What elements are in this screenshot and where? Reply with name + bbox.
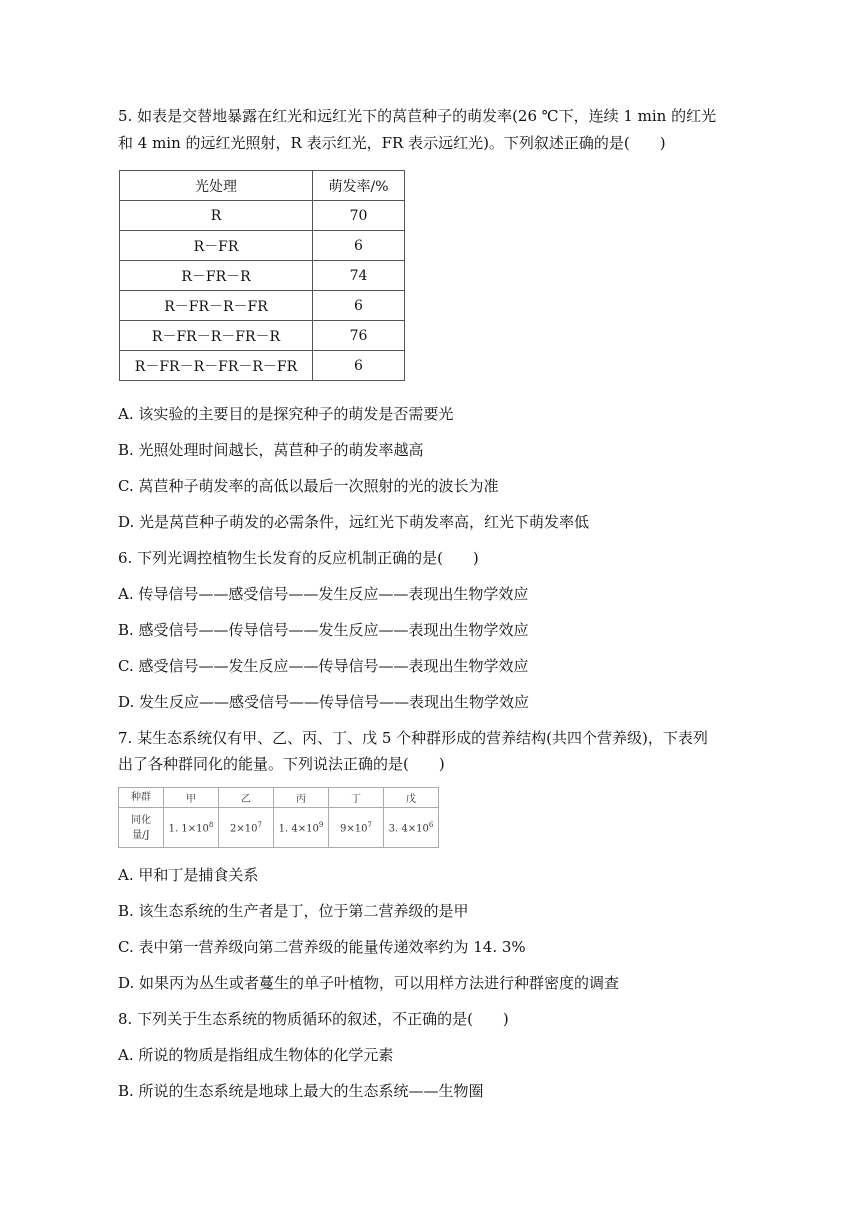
table-header-row [120, 171, 405, 201]
question-5-option-a: A. 该实验的主要目的是探究种子的萌发是否需要光 [118, 405, 454, 423]
question-7-option-b: B. 该生态系统的生产者是丁，位于第二营养级的是甲 [118, 902, 469, 920]
question-7-stem-line-2: 出了各种群同化的能量。下列说法正确的是( ) [118, 755, 445, 773]
header-population: 种群 [119, 788, 164, 808]
table-row [120, 201, 405, 231]
species-cell: 乙 [219, 788, 274, 808]
light-treatment-table [119, 170, 405, 381]
energy-base: 9×10 [340, 823, 368, 835]
question-7-option-d: D. 如果丙为丛生或者蔓生的单子叶植物，可以用样方法进行种群密度的调查 [118, 974, 620, 992]
question-5-option-c: C. 莴苣种子萌发率的高低以最后一次照射的光的波长为准 [118, 477, 499, 495]
rate-cell: 6 [313, 231, 405, 261]
energy-exponent: 7 [257, 820, 262, 829]
question-5-option-b: B. 光照处理时间越长，莴苣种子的萌发率越高 [118, 441, 424, 459]
treatment-cell: R－FR [120, 231, 313, 261]
question-5-stem-line-2: 和 4 min 的远红光照射，R 表示红光，FR 表示远红光)。下列叙述正确的是( ) [118, 134, 666, 152]
energy-base: 1. 4×10 [278, 823, 319, 835]
energy-exponent: 7 [367, 820, 372, 829]
question-6-option-d: D. 发生反应——感受信号——传导信号——表现出生物学效应 [118, 693, 530, 711]
table-header-row [119, 788, 439, 808]
header-assimilated-energy [119, 808, 164, 848]
table-row [120, 231, 405, 261]
question-8-stem: 8. 下列关于生态系统的物质循环的叙述，不正确的是( ) [118, 1010, 509, 1028]
question-7-stem-line-1: 7. 某生态系统仅有甲、乙、丙、丁、戊 5 个种群形成的营养结构(共四个营养级)，下表列 [118, 729, 708, 747]
energy-base: 3. 4×10 [388, 823, 429, 835]
table-row [120, 351, 405, 381]
rate-cell: 6 [313, 351, 405, 381]
question-6-option-b: B. 感受信号——传导信号——发生反应——表现出生物学效应 [118, 621, 529, 639]
question-8-option-a: A. 所说的物质是指组成生物体的化学元素 [118, 1046, 394, 1064]
energy-cell [384, 808, 439, 848]
energy-cell [219, 808, 274, 848]
question-6-option-c: C. 感受信号——发生反应——传导信号——表现出生物学效应 [118, 657, 529, 675]
species-cell: 丙 [274, 788, 329, 808]
energy-exponent: 8 [208, 820, 214, 829]
treatment-cell: R－FR－R－FR [120, 291, 313, 321]
question-6-stem: 6. 下列光调控植物生长发育的反应机制正确的是( ) [118, 549, 479, 567]
rate-cell: 70 [313, 201, 405, 231]
energy-cell [274, 808, 329, 848]
treatment-cell: R－FR－R [120, 261, 313, 291]
energy-cell [329, 808, 384, 848]
energy-base: 1. 1×10 [168, 823, 209, 835]
question-7-option-c: C. 表中第一营养级向第二营养级的能量传递效率约为 14. 3% [118, 938, 526, 956]
question-8-option-b: B. 所说的生态系统是地球上最大的生态系统——生物圈 [118, 1082, 484, 1100]
treatment-cell: R [120, 201, 313, 231]
label-line-2: 量/J [132, 829, 150, 841]
table-row [120, 261, 405, 291]
table-row [119, 808, 439, 848]
energy-exponent: 6 [428, 820, 434, 829]
table-row [120, 291, 405, 321]
energy-base: 2×10 [230, 823, 258, 835]
label-line-1: 同化 [131, 814, 151, 826]
header-germination-rate: 萌发率/% [313, 171, 405, 201]
rate-cell: 74 [313, 261, 405, 291]
question-6-option-a: A. 传导信号——感受信号——发生反应——表现出生物学效应 [118, 585, 529, 603]
table-row [120, 321, 405, 351]
rate-cell: 76 [313, 321, 405, 351]
energy-exponent: 9 [318, 820, 324, 829]
energy-cell [164, 808, 219, 848]
header-light-treatment: 光处理 [120, 171, 313, 201]
treatment-cell: R－FR－R－FR－R－FR [120, 351, 313, 381]
species-cell: 戊 [384, 788, 439, 808]
population-energy-table [118, 787, 439, 848]
rate-cell: 6 [313, 291, 405, 321]
species-cell: 丁 [329, 788, 384, 808]
question-7-option-a: A. 甲和丁是捕食关系 [118, 866, 259, 884]
question-5-option-d: D. 光是莴苣种子萌发的必需条件，远红光下萌发率高，红光下萌发率低 [118, 513, 590, 531]
treatment-cell: R－FR－R－FR－R [120, 321, 313, 351]
question-5-stem-line-1: 5. 如表是交替地暴露在红光和远红光下的莴苣种子的萌发率(26 ℃下，连续 1 min 的红光 [118, 107, 717, 125]
species-cell: 甲 [164, 788, 219, 808]
